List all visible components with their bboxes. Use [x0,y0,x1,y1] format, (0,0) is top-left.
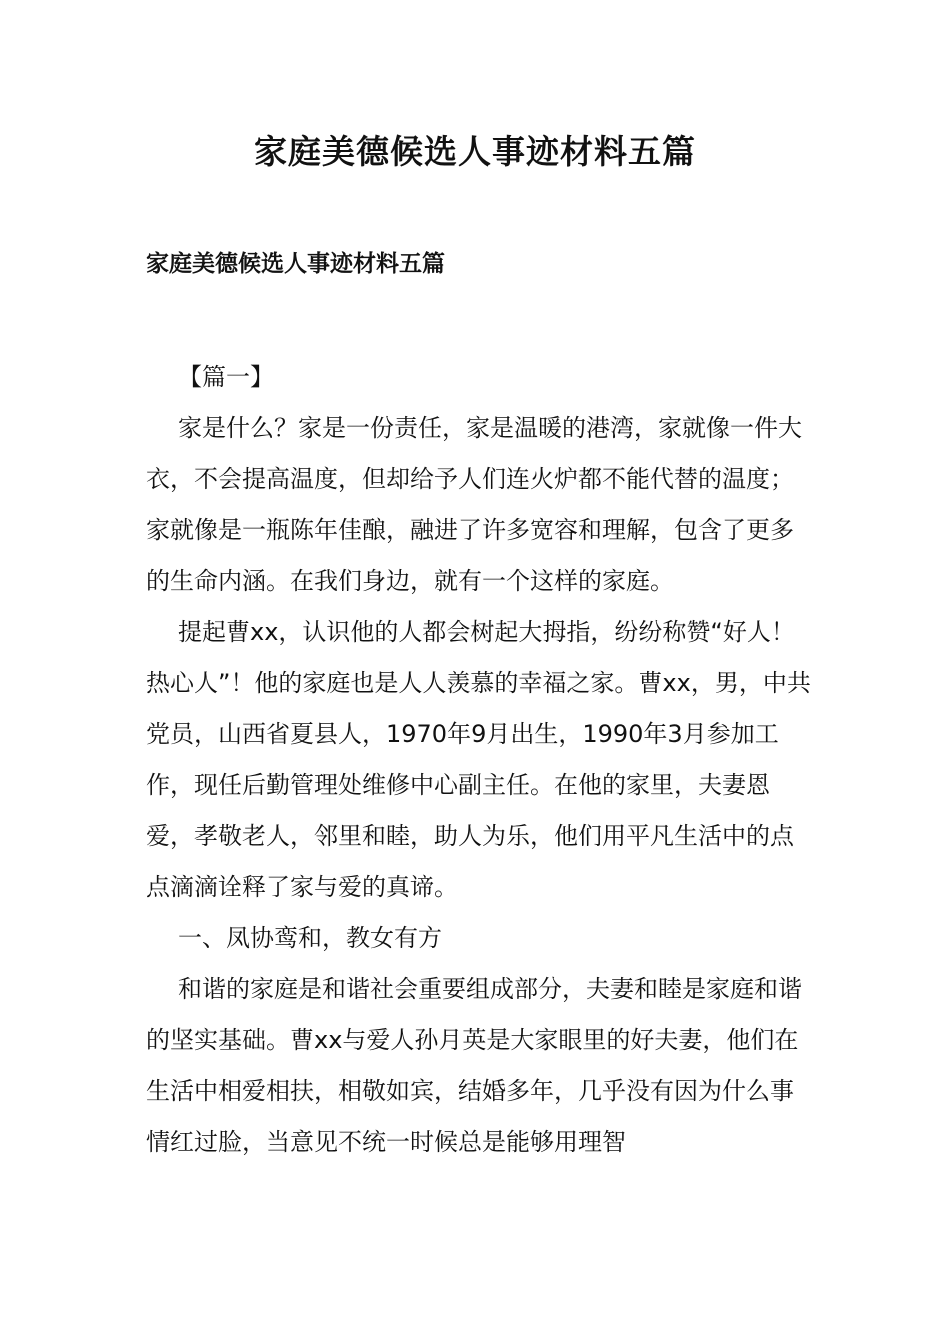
section-label: 【篇一】 [178,363,274,391]
paragraph-1: 家是什么？家是一份责任，家是温暖的港湾，家就像一件大衣，不会提高温度，但却给予人们连火炉都不能代替的温度；家就像是一瓶陈年佳酿，融进了许多宽容和理解，包含了更多的生命内涵。在我们身边，就有一个这样的家庭。 [146,414,802,595]
paragraph-3: 和谐的家庭是和谐社会重要组成部分，夫妻和睦是家庭和谐的坚实基础。曹xx与爱人孙月英是大家眼里的好夫妻，他们在生活中相爱相扶，相敬如宾，结婚多年，几乎没有因为什么事情红过脸，当意见不统一时候总是能够用理智 [146,975,802,1156]
document-subtitle: 家庭美德候选人事迹材料五篇 [146,251,445,277]
document-title: 家庭美德候选人事迹材料五篇 [254,132,696,171]
paragraph-2: 提起曹xx，认识他的人都会树起大拇指，纷纷称赞“好人！热心人”！他的家庭也是人人羡慕的幸福之家。曹xx，男，中共党员，山西省夏县人，1970年9月出生，1990年3月参加工作，现任后勤管理处维修中心副主任。在他的家里，夫妻恩爱，孝敬老人，邻里和睦，助人为乐，他们用平凡生活中的点点滴滴诠释了家与爱的真谛。 [146,618,811,901]
section-heading-1: 一、凤协鸾和，教女有方 [178,924,442,952]
document-body [146,352,811,1168]
